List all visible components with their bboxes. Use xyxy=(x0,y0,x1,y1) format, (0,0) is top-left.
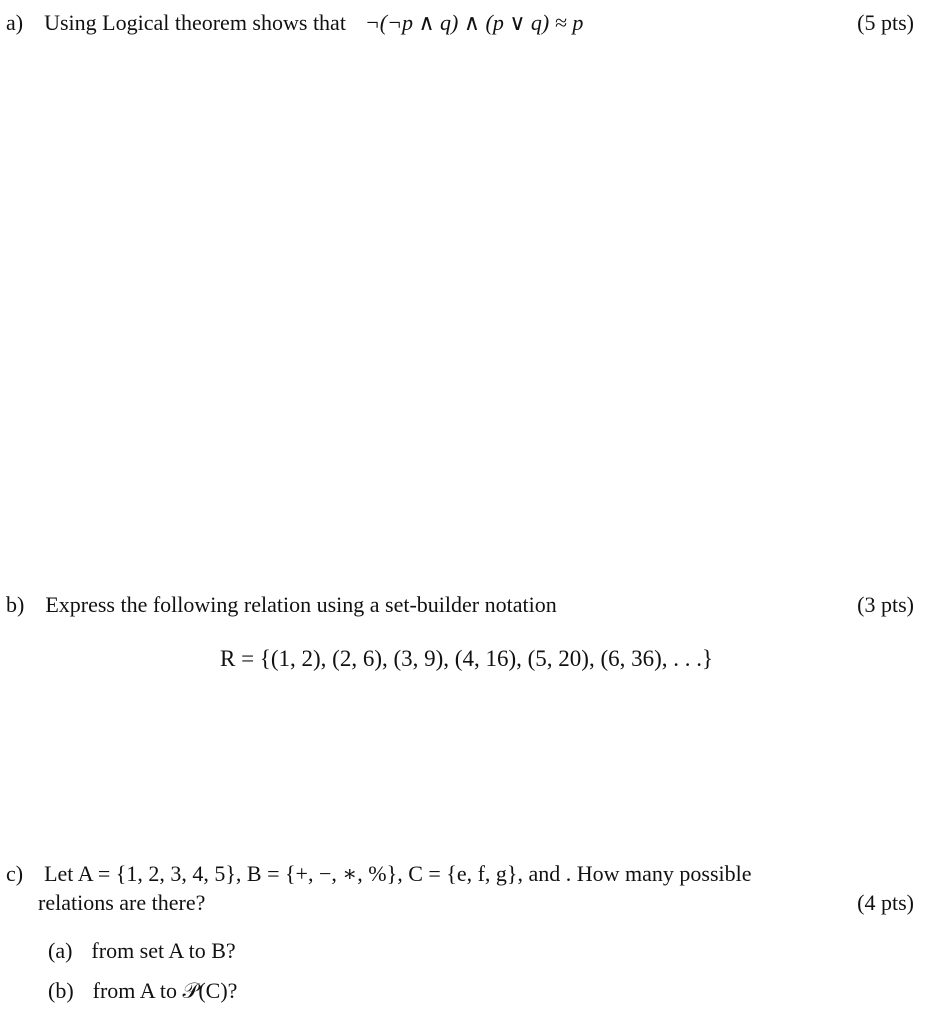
problem-a-label: a) xyxy=(6,10,24,35)
problem-c-subpart-a xyxy=(48,940,236,962)
subpart-b-label: (b) xyxy=(48,978,74,1003)
problem-c-subpart-b xyxy=(48,980,237,1002)
problem-b-label: b) xyxy=(6,592,25,617)
problem-a-formula: ¬(¬p ∧ q) ∧ (p ∨ q) ≈ p xyxy=(364,10,584,35)
subpart-a-label: (a) xyxy=(48,938,73,963)
problem-b-text: Express the following relation using a set-builder notation xyxy=(45,592,557,617)
problem-a-text: Using Logical theorem shows that xyxy=(44,10,346,35)
problem-c-line2 xyxy=(38,892,205,914)
subpart-a-text: from set A to B? xyxy=(91,938,236,963)
problem-c-text-line2: relations are there? xyxy=(38,890,206,915)
problem-b-line xyxy=(6,594,557,616)
problem-c-line1 xyxy=(6,863,752,885)
problem-c-text-line1: Let A = {1, 2, 3, 4, 5}, B = {+, −, ∗, %}, C = {e, f, g}, and . How many possible xyxy=(44,861,752,886)
problem-c-label: c) xyxy=(6,861,24,886)
problem-b-relation: R = {(1, 2), (2, 6), (3, 9), (4, 16), (5, 20), (6, 36), . . .} xyxy=(220,646,714,671)
problem-a-points: (5 pts) xyxy=(857,10,914,35)
problem-b-points: (3 pts) xyxy=(857,592,914,617)
subpart-b-text: from A to 𝒫(C)? xyxy=(92,978,238,1003)
problem-c-points: (4 pts) xyxy=(857,890,914,915)
problem-a-line xyxy=(6,12,583,34)
